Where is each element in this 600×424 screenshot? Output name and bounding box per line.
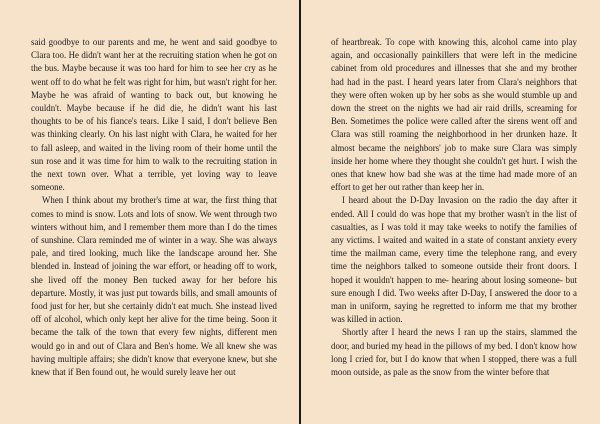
right-paragraph-1: of heartbreak. To cope with knowing this, alcohol came into play again, and occasionally painkillers that were left in the medicine cabinet from old procedures and illnesses that she and my brother had had in the past. I heard years later from Clara's neighbors that they were often woken up by her sobs as she would stumble up and down the street on the nights we had air raid drills, screaming for Ben. Sometimes the police were called after the sirens went off and Clara was still roaming the neighborhood in her drunken haze. It almost became the neighbors' job to make sure Clara was simply inside her home where they thought she couldn't get hurt. I wish the ones that knew how bad she was at the time had made more of an effort to get her out rather than keep her in. (331, 37, 577, 193)
left-paragraph-1: said goodbye to our parents and me, he went and said goodbye to Clara too. He didn't want her at the recruiting station when he got on the bus. Maybe because it was too hard for him to see her cry as he went off to do what he felt was right for him, but wasn't right for her. Maybe he was afraid of wanting to back out, but knowing he couldn't. Maybe because if he did die, he didn't want his last thoughts to be of his fiance's tears. Like I said, I don't believe Ben was thinking clearly. On his last night with Clara, he waited for her to fall asleep, and waited in the living room of their home until the sun rose and it was time for him to walk to the recruiting station in the next town over. What a terrible, yet loving way to leave someone. (31, 37, 277, 193)
right-paragraph-2: I heard about the D-Day Invasion on the radio the day after it ended. All I could do was hope that my brother wasn't in the list of casualties, as I was told it may take weeks to notify the families of any victims. I waited and waited in a state of constant anxiety every time the mailman came, every time the telephone rang, and every time the neighbors talked to someone outside their front doors. I hoped it wouldn't happen to me- hearing about losing someone- but sure enough I did. Two weeks after D-Day, I answered the door to a man in uniform, saying he regretted to inform me that my brother was killed in action. (331, 195, 577, 325)
left-page-text (31, 36, 277, 379)
right-page (301, 0, 600, 424)
left-page (0, 0, 299, 424)
right-paragraph-3: Shortly after I heard the news I ran up the stairs, slammed the door, and buried my head in the pillows of my bed. I don't know how long I cried for, but I do know that when I stopped, there was a full moon outside, as pale as the snow from the winter before that (331, 327, 577, 378)
right-page-text (331, 36, 577, 379)
left-paragraph-2: When I think about my brother's time at war, the first thing that comes to mind is snow. Lots and lots of snow. We went through two winters without him, and I remember them more than I do the times of sunshine. Clara reminded me of winter in a way. She was always pale, and tired looking, much like the landscape around her. She blended in. Instead of joining the war effort, or heading off to work, she lived off the money Ben tucked away for her before his departure. Mostly, it was just put towards bills, and small amounts of food just for her, but she certainly didn't eat much. She instead lived off of alcohol, which only kept her alive for the time being. Soon it became the talk of the town that every few nights, different men would go in and out of Clara and Ben's home. We all knew she was having multiple affairs; she didn't know that everyone knew, but she knew that if Ben found out, he would surely leave her out (31, 195, 277, 378)
